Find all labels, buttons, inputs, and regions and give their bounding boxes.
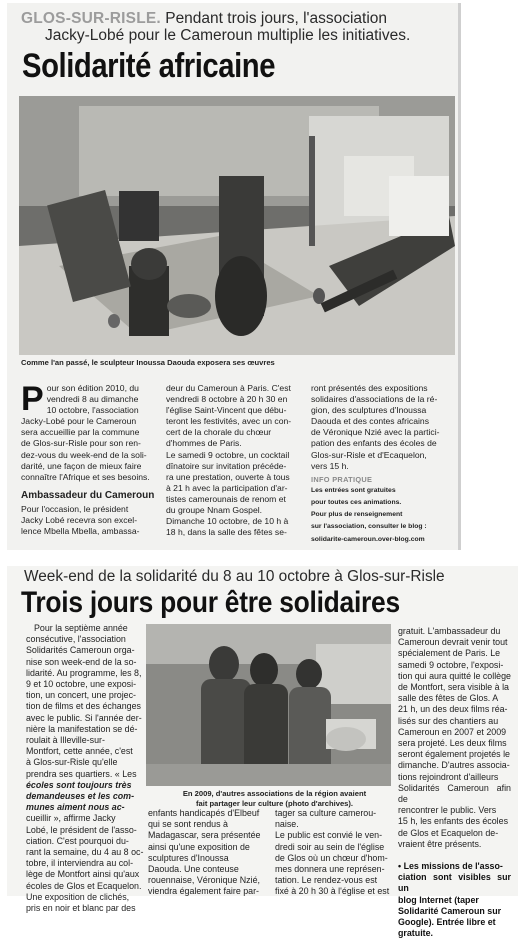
column-2-line: sculptures d'Inoussa <box>148 852 229 863</box>
column-1-intro-line: de Glos-sur-Risle pour son ren- <box>21 438 141 449</box>
lede-place: GLOS-SUR-RISLE. <box>21 10 161 27</box>
column-1-line: tobre, il interviendra au col- <box>26 858 134 869</box>
info-note-line: ciation sont visibles sur un <box>398 872 511 894</box>
lede-line-1: Pendant trois jours, l'association <box>160 10 388 27</box>
column-2-line: vendredi 8 octobre à 20 h 30 en <box>166 394 288 405</box>
column-2-line: dînatoire sur invitation précéde- <box>166 460 287 471</box>
info-note-line: gratuite. <box>398 928 434 939</box>
column-1-line: Une exposition de clichés, <box>26 891 130 902</box>
column-2-line: Dimanche 10 octobre, de 10 h à <box>166 516 289 527</box>
column-4-line: de Montfort, sera visible à la <box>398 682 509 693</box>
quote-line: demandeuses et les com- <box>26 791 135 802</box>
column-1-line: ciation. C'est pourquoi du- <box>26 835 129 846</box>
column-1-line: prendra ses quartiers. « Les <box>26 768 137 779</box>
info-box-line: Les entrées sont gratuites <box>311 486 396 494</box>
column-3-line: naise. <box>275 819 299 830</box>
info-box-line: Pour plus de renseignement <box>311 511 403 519</box>
column-2-line: 18 h, dans la salle des fêtes se- <box>166 527 287 538</box>
column-2-line: cert de la chorale du chœur <box>166 427 272 438</box>
column-3-line: de Glos où un chœur d'hom- <box>275 852 388 863</box>
info-note-line: Solidarité Cameroun sur <box>398 905 502 916</box>
column-4-line: samedi 9 octobre, l'exposi- <box>398 659 504 670</box>
article-headline: Week-end de la solidarité du 8 au 10 octobre à Glos-sur-Risle <box>24 568 445 585</box>
column-4-line: tions rejoindront d'ailleurs <box>398 771 499 782</box>
info-note-line: • Les missions de l'asso- <box>398 861 503 872</box>
info-box-line: pour toutes ces animations. <box>311 499 402 507</box>
dropcap-letter: P <box>21 380 44 418</box>
article-title: Trois jours pour être solidaires <box>21 586 400 619</box>
column-4-line: gratuit. L'ambassadeur du <box>398 626 501 636</box>
column-1-intro-line: vendredi 8 au dimanche <box>46 394 139 405</box>
column-4-line: de Glos et Ecaquelon de- <box>398 827 499 838</box>
column-1-line: consécutive, l'association <box>26 634 126 645</box>
column-2-line: d'hommes de Paris. <box>166 438 242 449</box>
column-1-intro-line: dez-vous du week-end de la soli- <box>21 449 147 460</box>
column-1-line: tion, un concert, une projec- <box>26 690 137 701</box>
column-3-line: dredi soir au sein de l'église <box>275 841 385 852</box>
column-4-line: 15 h, les enfants des écoles <box>398 816 509 827</box>
article-column-1 <box>26 623 144 914</box>
sculpture-photo <box>19 96 455 355</box>
column-4-line: tion qui aura quitté le collège <box>398 670 511 681</box>
column-2-line: l'église Saint-Vincent que débu- <box>166 405 287 416</box>
column-3-line: ront présentés des expositions <box>311 383 428 393</box>
column-1-intro-line: Jacky-Lobé pour le Cameroun <box>21 416 137 427</box>
photo-caption-line: fait partager leur culture (photo d'archives). <box>195 798 354 808</box>
column-1-line: tion de films et des échanges <box>26 701 141 712</box>
column-4-line: salle des fêtes de Glos. A <box>398 693 499 704</box>
column-4-line: sera projeté. Les deux films <box>398 738 507 749</box>
column-2-line: deur du Cameroun à Paris. C'est <box>166 383 291 393</box>
sculpture-photo-drawing <box>19 96 455 355</box>
column-1-line: avec le public. Si l'année der- <box>26 712 142 723</box>
column-4-line: 21 h, un des deux films réa- <box>398 704 508 715</box>
column-3-line: Glos-sur-Risle et d'Ecaquelon, <box>311 449 427 460</box>
column-1-line: à Glos-sur-Risle qu'elle <box>26 757 118 768</box>
column-1-line: roulait à Illeville-sur- <box>26 735 105 746</box>
article-lede <box>21 10 461 44</box>
column-3-line: de Véronique Nzié avec la partici- <box>311 427 440 438</box>
column-4-line: spécialement de Paris. Le <box>398 648 501 659</box>
column-1-intro-line: sera accueillie par la commune <box>21 427 140 438</box>
column-4-line: rencontrer le public. Vers <box>398 805 497 816</box>
column-2-line: teront les festivités, avec un con- <box>166 416 292 427</box>
column-4-line: Cameroun en 2007 et 2009 <box>398 726 507 737</box>
info-box-line: sur l'association, consulter le blog : <box>311 523 427 531</box>
column-4-line: Solidarités Cameroun afin de <box>398 782 511 805</box>
column-1-intro-line: 10 octobre, l'association <box>46 405 139 416</box>
column-1-intro-line: connaître l'Afrique et ses besoins. <box>21 471 150 482</box>
info-note-line: Google). Entrée libre et <box>398 917 496 928</box>
column-2-line: à 21 h avec la participation d'ar- <box>166 482 288 493</box>
info-box-title: INFO PRATIQUE <box>311 474 373 484</box>
column-1-intro-line: our son édition 2010, du <box>46 383 139 393</box>
column-2-line: viendra également faire par- <box>148 886 259 897</box>
column-2-line: tistes camerounais de renom et <box>166 493 286 504</box>
article-column-3 <box>275 808 392 898</box>
column-1-line: 9 et 10 octobre, une exposi- <box>26 679 137 690</box>
article-column-2 <box>166 383 305 538</box>
info-note <box>398 861 511 939</box>
column-2-line: rouennaise, Véronique Nzié, <box>148 875 260 886</box>
info-note-line: blog Internet (taper <box>398 894 479 905</box>
section-subhead: Ambassadeur du Cameroun <box>21 489 155 501</box>
people-photo-drawing <box>146 624 391 786</box>
column-2-line: du groupe Nnam Gospel. <box>166 505 263 516</box>
column-2-line: qui se sont rendus à <box>148 819 228 830</box>
column-2-line: Le samedi 9 octobre, un cocktail <box>166 449 290 460</box>
column-1-line: nière la manifestation se dé- <box>26 723 138 734</box>
column-2-line: ainsi qu'une exposition de <box>148 841 250 852</box>
column-3-line: tation. Le rendez-vous est <box>275 875 378 886</box>
column-1-line: Pour la septième année <box>34 623 128 633</box>
lede-line-2: Jacky-Lobé pour le Cameroun multiplie les initiatives. <box>45 27 411 44</box>
column-4-line: vraient être présents. <box>398 838 482 849</box>
column-1-line: pris en noir et blanc par des <box>26 903 136 914</box>
article-clipping-trois-jours <box>7 566 518 939</box>
article-clipping-solidarite-africaine <box>7 3 461 550</box>
column-1-intro-line: darité, une façon de mieux faire <box>21 460 142 471</box>
column-1-line: nise son week-end de la so- <box>26 656 137 667</box>
column-3-line: fixé à 20 h 30 à l'église et est <box>275 886 390 897</box>
column-4-line: dimanche. D'autres associa- <box>398 760 510 771</box>
photo-caption <box>157 789 392 808</box>
column-4-line: seront également projetés le <box>398 749 510 760</box>
column-1-line: lidarité. Au programme, les 8, <box>26 667 142 678</box>
column-3-line: Le public est convié le ven- <box>275 830 383 841</box>
column-1-line: lence Mbella Mbella, ambassa- <box>21 526 140 537</box>
column-2-line: Madagascar, sera présentée <box>148 830 261 841</box>
article-column-3 <box>311 383 449 546</box>
column-1-line: Montfort, cette année, c'est <box>26 746 133 757</box>
column-3-line: Daouda et des contes africains <box>311 416 429 427</box>
quote-line: écoles sont toujours très <box>26 779 132 790</box>
article-title: Solidarité africaine <box>22 47 276 85</box>
info-box-line: solidarite-cameroun.over-blog.com <box>311 535 425 543</box>
column-1-line: Lobé, le président de l'asso- <box>26 824 137 835</box>
column-1-line: rant la semaine, du 4 au 8 oc- <box>26 847 144 858</box>
column-3-line: mes donnera une représen- <box>275 864 385 875</box>
column-3-line: tager sa culture camerou- <box>275 808 377 818</box>
column-3-line: vers 15 h. <box>311 460 349 471</box>
column-3-line: pation des enfants des écoles de <box>311 438 437 449</box>
column-1-line: Pour l'occasion, le président <box>21 503 129 514</box>
column-1-line: Jacky Lobé recevra son excel- <box>21 515 138 526</box>
column-3-line: gion, des sculptures d'Inoussa <box>311 405 427 416</box>
column-2-line: ra une prestation, ouverte à tous <box>166 471 290 482</box>
people-photo <box>146 624 391 786</box>
column-2-line: enfants handicapés d'Elbeuf <box>148 808 260 818</box>
column-1-line: Solidarités Cameroun orga- <box>26 645 135 656</box>
article-column-2 <box>148 808 267 898</box>
column-3-line: solidaires d'associations de la ré- <box>311 394 438 405</box>
article-column-4 <box>398 626 511 939</box>
photo-caption: Comme l'an passé, le sculpteur Inoussa Daouda exposera ses œuvres <box>21 358 275 367</box>
column-4-line: lisés sur des chantiers au <box>398 715 499 726</box>
column-2-line: Daouda. Une conteuse <box>148 864 239 875</box>
photo-caption-line: En 2009, d'autres associations de la région avaient <box>182 789 367 798</box>
quote-line: munes aiment nous ac- <box>26 802 125 813</box>
column-1-line: cueillir », affirme Jacky <box>26 813 116 824</box>
column-1-line: lège de Montfort ainsi qu'aux <box>26 869 140 880</box>
article-column-1 <box>21 380 160 537</box>
column-1-line: écoles de Glos et Ecaquelon. <box>26 880 142 891</box>
column-4-line: Cameroun devrait venir tout <box>398 637 508 648</box>
